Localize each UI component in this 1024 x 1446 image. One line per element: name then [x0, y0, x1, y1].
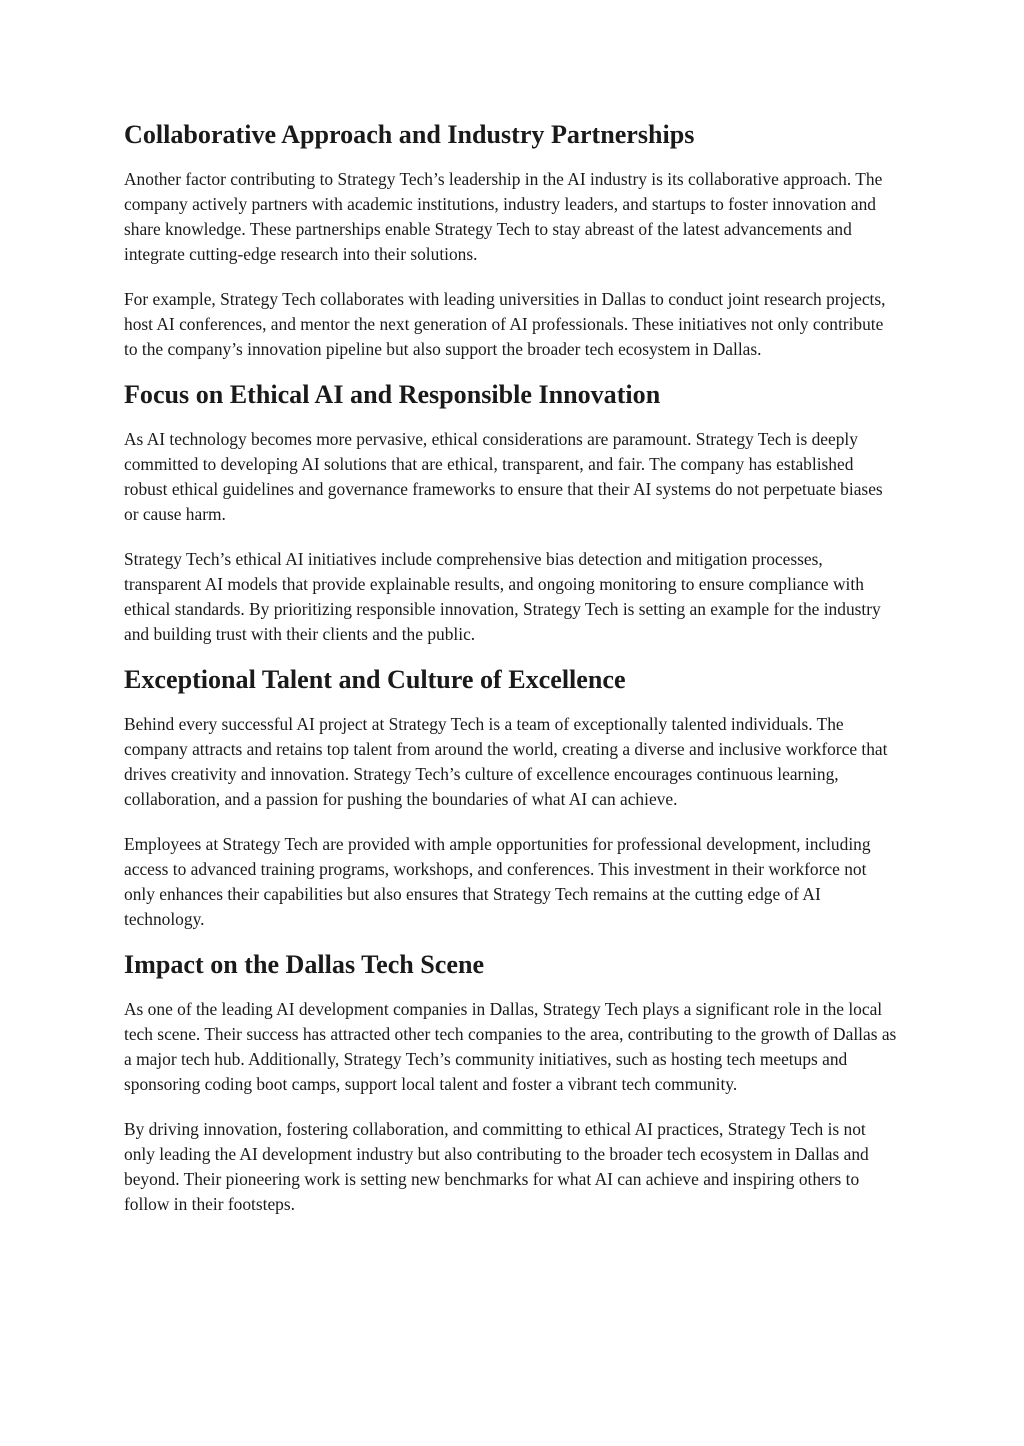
paragraph: By driving innovation, fostering collaboration, and committing to ethical AI practices, Strategy Tech is not only leading the AI development industry but also contributing to the broader tech ecosystem in Dallas and beyond. Their pioneering work is setting new benchmarks for what AI can achieve and inspiring others to follow in their footsteps. [124, 1119, 869, 1214]
section-heading-ethical-ai: Focus on Ethical AI and Responsible Innovation [124, 380, 661, 409]
paragraph: For example, Strategy Tech collaborates with leading universities in Dallas to conduct joint research projects, host AI conferences, and mentor the next generation of AI professionals. These initiatives not only contribute to the company’s innovation pipeline but also support the broader tech ecosystem in Dallas. [124, 289, 886, 359]
paragraph: Strategy Tech’s ethical AI initiatives include comprehensive bias detection and mitigation processes, transparent AI models that provide explainable results, and ongoing monitoring to ensure compliance with ethical standards. By prioritizing responsible innovation, Strategy Tech is setting an example for the industry and building trust with their clients and the public. [124, 549, 881, 644]
paragraph: Behind every successful AI project at Strategy Tech is a team of exceptionally talented individuals. The company attracts and retains top talent from around the world, creating a diverse and inclusive workforce that drives creativity and innovation. Strategy Tech’s culture of excellence encourages continuous learning, collaboration, and a passion for pushing the boundaries of what AI can achieve. [124, 714, 888, 809]
section-heading-partnerships: Collaborative Approach and Industry Partnerships [124, 120, 695, 149]
document-page [124, 122, 900, 1237]
section-heading-dallas-impact: Impact on the Dallas Tech Scene [124, 950, 485, 979]
paragraph: Employees at Strategy Tech are provided with ample opportunities for professional development, including access to advanced training programs, workshops, and conferences. This investment in their workforce not only enhances their capabilities but also ensures that Strategy Tech remains at the cutting edge of AI technology. [124, 834, 871, 929]
paragraph: As one of the leading AI development companies in Dallas, Strategy Tech plays a significant role in the local tech scene. Their success has attracted other tech companies to the area, contributing to the growth of Dallas as a major tech hub. Additionally, Strategy Tech’s community initiatives, such as hosting tech meetups and sponsoring coding boot camps, support local talent and foster a vibrant tech community. [124, 999, 897, 1094]
paragraph: Another factor contributing to Strategy Tech’s leadership in the AI industry is its collaborative approach. The company actively partners with academic institutions, industry leaders, and startups to foster innovation and share knowledge. These partnerships enable Strategy Tech to stay abreast of the latest advancements and integrate cutting-edge research into their solutions. [124, 169, 883, 264]
paragraph: As AI technology becomes more pervasive, ethical considerations are paramount. Strategy Tech is deeply committed to developing AI solutions that are ethical, transparent, and fair. The company has established robust ethical guidelines and governance frameworks to ensure that their AI systems do not perpetuate biases or cause harm. [124, 429, 883, 524]
section-heading-talent: Exceptional Talent and Culture of Excellence [124, 665, 626, 694]
